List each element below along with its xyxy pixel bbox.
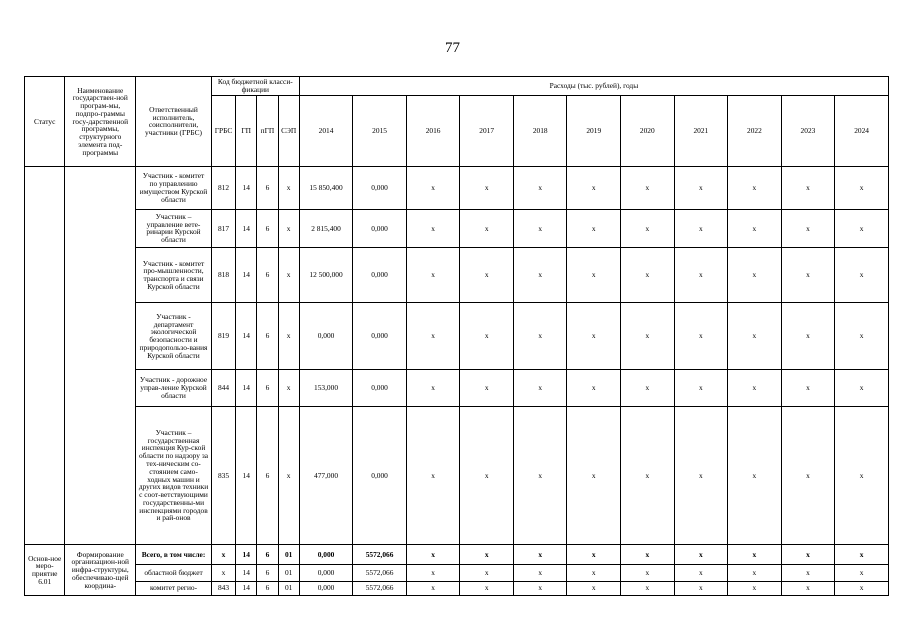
event-code-cell: 843 [211,581,235,595]
value-cell: 12 500,000 [299,248,353,303]
event-value-cell: х [406,581,460,595]
status-cell-empty [25,166,65,544]
value-cell: х [728,166,782,209]
value-cell: х [621,406,675,544]
value-cell: х [674,209,728,248]
value-cell: х [513,303,567,370]
value-cell: х [835,303,889,370]
event-value-cell: х [513,581,567,595]
header-code-2: пГП [257,95,278,166]
event-code-cell: 14 [236,545,257,565]
code-cell: х [278,406,299,544]
event-code-cell: 14 [236,565,257,581]
event-value-cell: 5572,066 [353,581,407,595]
code-cell: 14 [236,370,257,407]
event-value-cell: х [406,565,460,581]
header-year-2023: 2023 [781,95,835,166]
participant-cell: Участник – государственная инспекция Кур-ской области по надзору за тех-ническим со-стоянием само-ходных машин и других видов техники с соот-ветствующими государственны-ми инспекциями городов и рай-онов [136,406,212,544]
code-cell: х [278,166,299,209]
value-cell: х [781,370,835,407]
value-cell: х [460,166,514,209]
participant-cell: Участник - комитет по управлению имуществом Курской области [136,166,212,209]
header-responsible: Ответственный исполнитель, соисполнители, участники (ГРБС) [136,77,212,167]
event-code-cell: 6 [257,545,278,565]
event-value-cell: х [728,581,782,595]
code-cell: х [278,303,299,370]
value-cell: х [621,166,675,209]
value-cell: х [835,166,889,209]
value-cell: х [781,166,835,209]
value-cell: х [460,370,514,407]
code-cell: 844 [211,370,235,407]
value-cell: х [513,406,567,544]
value-cell: х [567,303,621,370]
value-cell: х [835,209,889,248]
value-cell: х [835,248,889,303]
header-year-2018: 2018 [513,95,567,166]
value-cell: х [406,248,460,303]
event-value-cell: х [567,545,621,565]
event-row [25,545,889,565]
header-year-2016: 2016 [406,95,460,166]
event-value-cell: х [835,545,889,565]
value-cell: 477,000 [299,406,353,544]
value-cell: 153,000 [299,370,353,407]
event-row [25,565,889,581]
event-code-cell: 01 [278,565,299,581]
event-value-cell: х [674,565,728,581]
event-value-cell: х [674,581,728,595]
code-cell: 818 [211,248,235,303]
value-cell: х [621,248,675,303]
value-cell: 0,000 [353,209,407,248]
code-cell: х [278,248,299,303]
event-participant: Всего, в том числе: [136,545,212,565]
value-cell: х [567,209,621,248]
header-year-2022: 2022 [728,95,782,166]
value-cell: 0,000 [353,406,407,544]
event-participant: областной бюджет [136,565,212,581]
code-cell: 812 [211,166,235,209]
page-number: 77 [445,40,460,56]
header-name: Наименование государствен-ной програм-мы, подпро-граммы госу-дарственной программы, структурного элемента под-программы [65,77,136,167]
event-code-cell: 6 [257,581,278,595]
value-cell: 0,000 [353,166,407,209]
value-cell: 0,000 [353,248,407,303]
code-cell: 6 [257,370,278,407]
value-cell: х [406,406,460,544]
value-cell: х [781,303,835,370]
value-cell: х [728,248,782,303]
event-value-cell: 0,000 [299,581,353,595]
header-year-2014: 2014 [299,95,353,166]
name-cell-empty [65,166,136,544]
header-code-1: ГП [236,95,257,166]
event-value-cell: х [621,565,675,581]
event-value-cell: 0,000 [299,565,353,581]
value-cell: х [835,406,889,544]
header-code-0: ГРБС [211,95,235,166]
value-cell: х [674,303,728,370]
budget-table [24,76,889,596]
value-cell: х [567,370,621,407]
header-year-2015: 2015 [353,95,407,166]
event-value-cell: х [460,565,514,581]
header-year-2019: 2019 [567,95,621,166]
event-value-cell: х [781,565,835,581]
event-value-cell: х [781,545,835,565]
value-cell: х [781,248,835,303]
event-value-cell: 0,000 [299,545,353,565]
code-cell: 6 [257,209,278,248]
header-year-2017: 2017 [460,95,514,166]
participant-cell: Участник - департамент экологической безопасности и природопользо-вания Курской области [136,303,212,370]
event-value-cell: х [567,565,621,581]
value-cell: х [728,406,782,544]
value-cell: х [674,370,728,407]
value-cell: х [781,209,835,248]
event-value-cell: х [728,545,782,565]
participant-cell: Участник – управление вете-ринарии Курской области [136,209,212,248]
header-code-3: СЭП [278,95,299,166]
value-cell: х [513,248,567,303]
header-year-2021: 2021 [674,95,728,166]
code-cell: 14 [236,248,257,303]
participant-cell: Участник - дорожное управ-ление Курской области [136,370,212,407]
table-row [25,303,889,370]
event-value-cell: 5572,066 [353,545,407,565]
event-code-cell: 01 [278,545,299,565]
event-value-cell: х [674,545,728,565]
header-year-2020: 2020 [621,95,675,166]
header-expenses-group: Расходы (тыс. рублей), годы [299,77,888,96]
event-value-cell: х [567,581,621,595]
table-row [25,209,889,248]
event-code-cell: 14 [236,581,257,595]
code-cell: 6 [257,406,278,544]
event-value-cell: х [460,581,514,595]
event-value-cell: х [835,565,889,581]
event-value-cell: х [406,545,460,565]
event-value-cell: 5572,066 [353,565,407,581]
event-name: Формирование организацион-ной инфра-структуры, обеспечиваю-щей координа- [65,545,136,596]
code-cell: 819 [211,303,235,370]
value-cell: х [513,370,567,407]
value-cell: х [781,406,835,544]
code-cell: 6 [257,303,278,370]
event-code-cell: 6 [257,565,278,581]
value-cell: х [674,248,728,303]
page-bottom-margin [0,596,905,640]
table-row [25,370,889,407]
event-code-cell: х [211,565,235,581]
code-cell: 6 [257,166,278,209]
event-row [25,581,889,595]
event-value-cell: х [460,545,514,565]
value-cell: х [460,303,514,370]
event-value-cell: х [621,545,675,565]
event-value-cell: х [728,565,782,581]
header-code-group: Код бюджетной класси-фикации [211,77,299,96]
value-cell: х [728,209,782,248]
value-cell: х [674,166,728,209]
value-cell: х [835,370,889,407]
event-status: Основ-ное меро-приятие 6.01 [25,545,65,596]
code-cell: 817 [211,209,235,248]
value-cell: х [567,248,621,303]
event-participant: комитет регио- [136,581,212,595]
code-cell: 14 [236,209,257,248]
value-cell: х [460,406,514,544]
code-cell: 835 [211,406,235,544]
participant-cell: Участник - комитет про-мышленности, транспорта и связи Курской области [136,248,212,303]
table-row [25,166,889,209]
value-cell: х [460,209,514,248]
value-cell: х [621,370,675,407]
event-value-cell: х [621,581,675,595]
value-cell: 2 815,400 [299,209,353,248]
code-cell: 6 [257,248,278,303]
code-cell: 14 [236,406,257,544]
value-cell: х [460,248,514,303]
value-cell: 0,000 [353,303,407,370]
value-cell: х [674,406,728,544]
value-cell: х [406,209,460,248]
table-row [25,406,889,544]
value-cell: 15 850,400 [299,166,353,209]
value-cell: х [406,303,460,370]
value-cell: х [621,303,675,370]
event-value-cell: х [835,581,889,595]
value-cell: 0,000 [353,370,407,407]
value-cell: х [513,166,567,209]
header-year-2024: 2024 [835,95,889,166]
value-cell: х [406,166,460,209]
value-cell: х [728,303,782,370]
value-cell: х [567,166,621,209]
code-cell: 14 [236,166,257,209]
event-code-cell: 01 [278,581,299,595]
event-value-cell: х [513,565,567,581]
code-cell: х [278,209,299,248]
code-cell: 14 [236,303,257,370]
event-value-cell: х [781,581,835,595]
table-row [25,248,889,303]
code-cell: х [278,370,299,407]
value-cell: х [406,370,460,407]
value-cell: х [567,406,621,544]
value-cell: х [513,209,567,248]
value-cell: х [728,370,782,407]
value-cell: 0,000 [299,303,353,370]
header-status: Статус [25,77,65,167]
header-row-1 [25,77,889,96]
value-cell: х [621,209,675,248]
event-value-cell: х [513,545,567,565]
event-code-cell: х [211,545,235,565]
